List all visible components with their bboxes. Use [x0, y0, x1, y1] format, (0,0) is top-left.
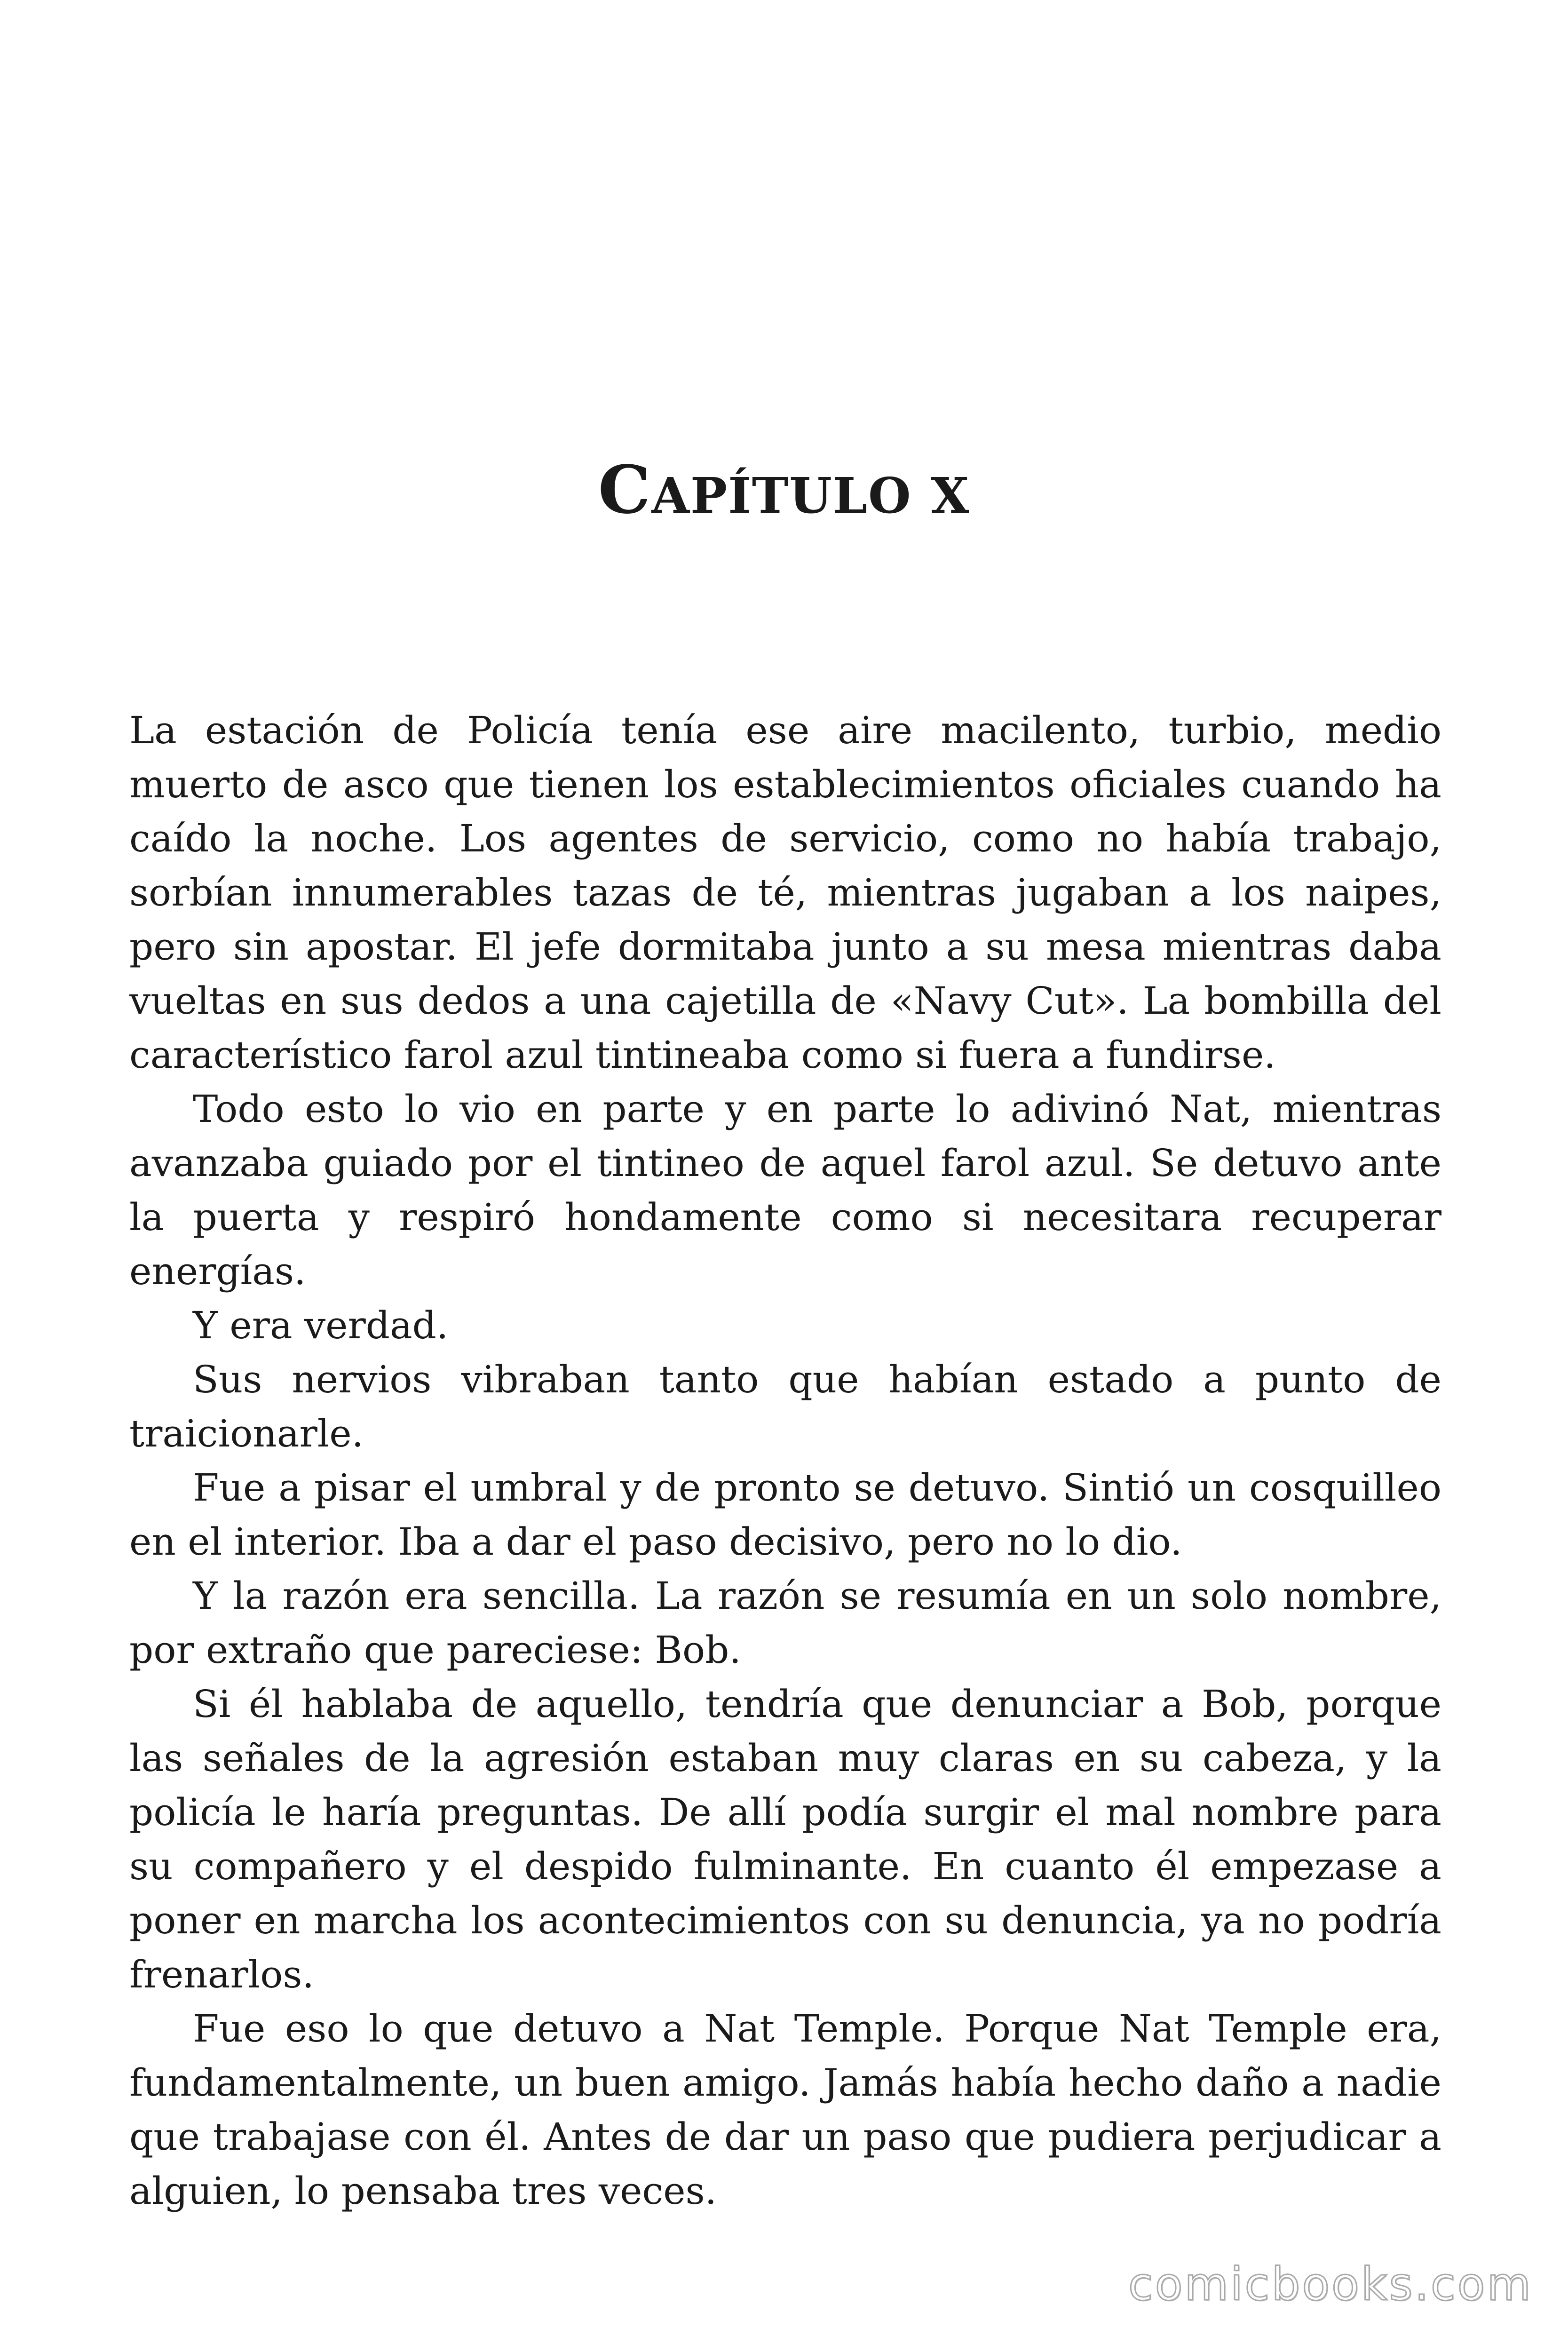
chapter-title-initial: C: [598, 452, 652, 529]
paragraph: Sus nervios vibraban tanto que habían estado a punto de traicionarle.: [129, 1358, 1441, 1455]
chapter-title: [0, 452, 1568, 529]
paragraph: Si él hablaba de aquello, tendría que denunciar a Bob, porque las señales de la agresión estaban muy claras en su cabeza, y la policía le haría preguntas. De allí podía surgir el mal nombre para su compañero y el despido fulminante. En cuanto él empezase a poner en marcha los acontecimientos con su denuncia, ya no podría frenarlos.: [129, 1682, 1441, 1996]
paragraph: Todo esto lo vio en parte y en parte lo adivinó Nat, mientras avanzaba guiado por el tintineo de aquel farol azul. Se detuvo ante la puerta y respiró hondamente como si necesitara recuperar energías.: [129, 1087, 1441, 1293]
watermark: comicbooks.com: [1128, 2258, 1533, 2311]
paragraph: La estación de Policía tenía ese aire macilento, turbio, medio muerto de asco que tienen los establecimientos oficiales cuando ha caído la noche. Los agentes de servicio, como no había trabajo, sorbían innumerables tazas de té, mientras jugaban a los naipes, pero sin apostar. El jefe dormitaba junto a su mesa mientras daba vueltas en sus dedos a una cajetilla de «Navy Cut». La bombilla del característico farol azul tintineaba como si fuera a fundirse.: [129, 708, 1441, 1077]
paragraph: Fue eso lo que detuvo a Nat Temple. Porque Nat Temple era, fundamentalmente, un buen amigo. Jamás había hecho daño a nadie que trabajase con él. Antes de dar un paso que pudiera perjudicar a alguien, lo pensaba tres veces.: [129, 2007, 1441, 2213]
paragraph: Y era verdad.: [193, 1303, 449, 1347]
chapter-title-word: APÍTULO: [651, 467, 912, 524]
paragraph: Fue a pisar el umbral y de pronto se detuvo. Sintió un cosquilleo en el interior. Iba a dar el paso decisivo, pero no lo dio.: [129, 1466, 1441, 1564]
chapter-body: [129, 703, 1441, 2218]
chapter-number: X: [931, 467, 970, 524]
paragraph: Y la razón era sencilla. La razón se resumía en un solo nombre, por extraño que pareciese: Bob.: [129, 1574, 1441, 1672]
